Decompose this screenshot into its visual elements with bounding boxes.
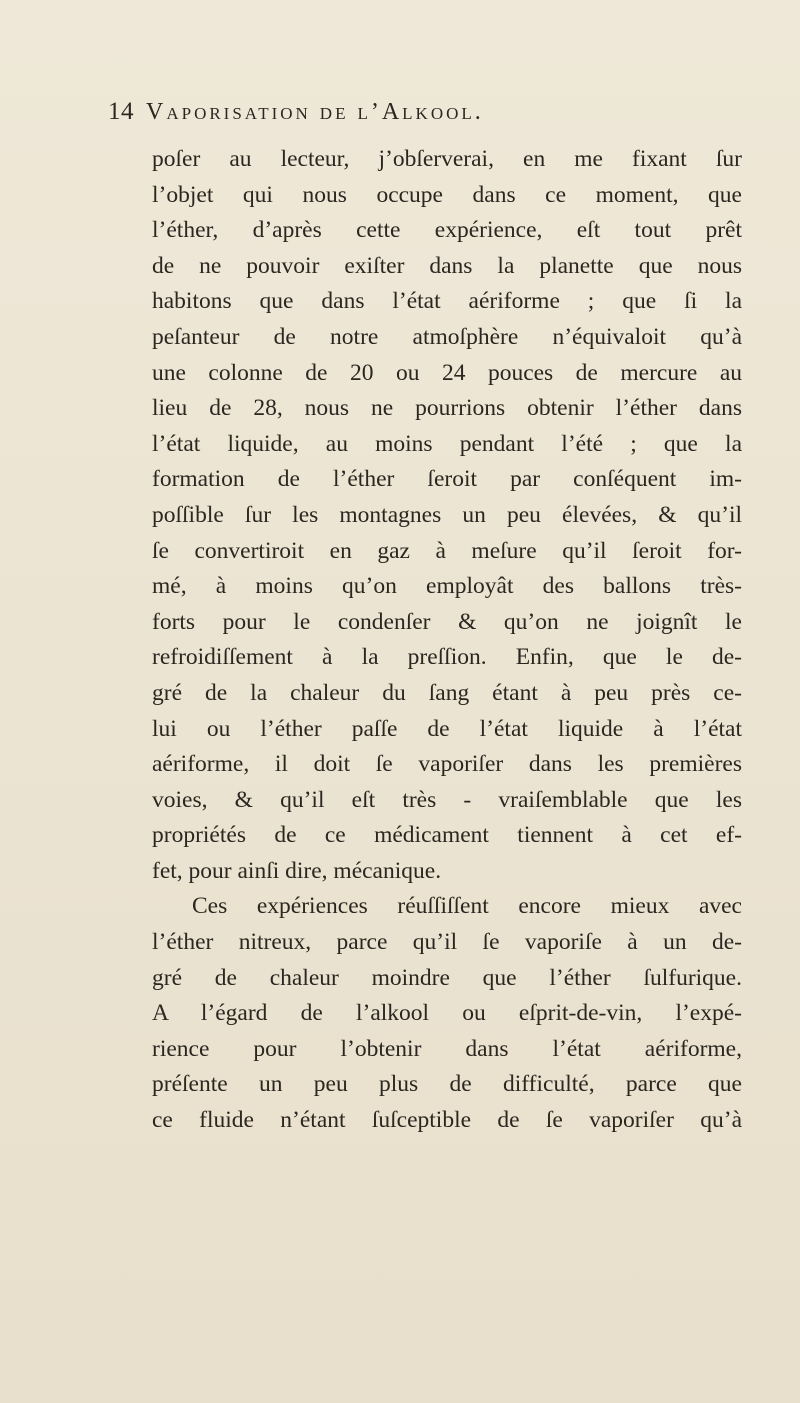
text-line: lieu de 28, nous ne pourrions obtenir l’éther dans [152, 395, 742, 422]
text-line: mé, à moins qu’on employât des ballons très- [152, 573, 742, 600]
text-line: rience pour l’obtenir dans l’état aériforme, [152, 1035, 742, 1062]
text-line: aériforme, il doit ſe vaporiſer dans les premières [152, 751, 742, 778]
text-line: propriétés de ce médicament tiennent à cet ef- [152, 822, 742, 849]
text-line: ſe convertiroit en gaz à meſure qu’il ſeroit for- [152, 537, 742, 564]
running-title: Vaporisation de l’Alkool. [146, 99, 484, 125]
page-number: 14 [108, 98, 134, 125]
text-line: peſanteur de notre atmoſphère n’équivaloit qu’à [152, 323, 742, 350]
text-line: poſſible ſur les montagnes un peu élevées, & qu’il [152, 501, 742, 528]
text-line: l’état liquide, au moins pendant l’été ; que la [152, 430, 742, 457]
text-line: ce fluide n’étant ſuſceptible de ſe vaporiſer qu’à [152, 1107, 742, 1134]
text-line: gré de la chaleur du ſang étant à peu près ce- [152, 679, 742, 706]
text-line: Ces expériences réuſſiſſent encore mieux avec [192, 893, 742, 920]
body-text [152, 142, 742, 1139]
text-line: habitons que dans l’état aériforme ; que ſi la [152, 288, 742, 315]
text-line: A l’égard de l’alkool ou eſprit-de-vin, l’expé- [152, 1000, 742, 1027]
text-line: lui ou l’éther paſſe de l’état liquide à l’état [152, 715, 742, 742]
page-header [108, 98, 748, 134]
text-line: de ne pouvoir exiſter dans la planette que nous [152, 252, 742, 279]
text-line: voies, & qu’il eſt très - vraiſemblable que les [152, 786, 742, 813]
text-line: gré de chaleur moindre que l’éther ſulfurique. [152, 964, 742, 991]
text-line: préſente un peu plus de difficulté, parce que [152, 1071, 742, 1098]
text-line: forts pour le condenſer & qu’on ne joignît le [152, 608, 742, 635]
text-line: formation de l’éther ſeroit par conſéquent im- [152, 466, 742, 493]
text-line: l’éther, d’après cette expérience, eſt tout prêt [152, 217, 742, 244]
text-line: une colonne de 20 ou 24 pouces de mercure au [152, 359, 742, 386]
text-line: l’objet qui nous occupe dans ce moment, que [152, 181, 742, 208]
text-line: l’éther nitreux, parce qu’il ſe vaporiſe à un de- [152, 929, 742, 956]
text-line: refroidiſſement à la preſſion. Enfin, que le de- [152, 644, 742, 671]
text-line: fet, pour ainſi dire, mécanique. [152, 857, 442, 884]
text-line: poſer au lecteur, j’obſerverai, en me fixant ſur [152, 146, 742, 172]
